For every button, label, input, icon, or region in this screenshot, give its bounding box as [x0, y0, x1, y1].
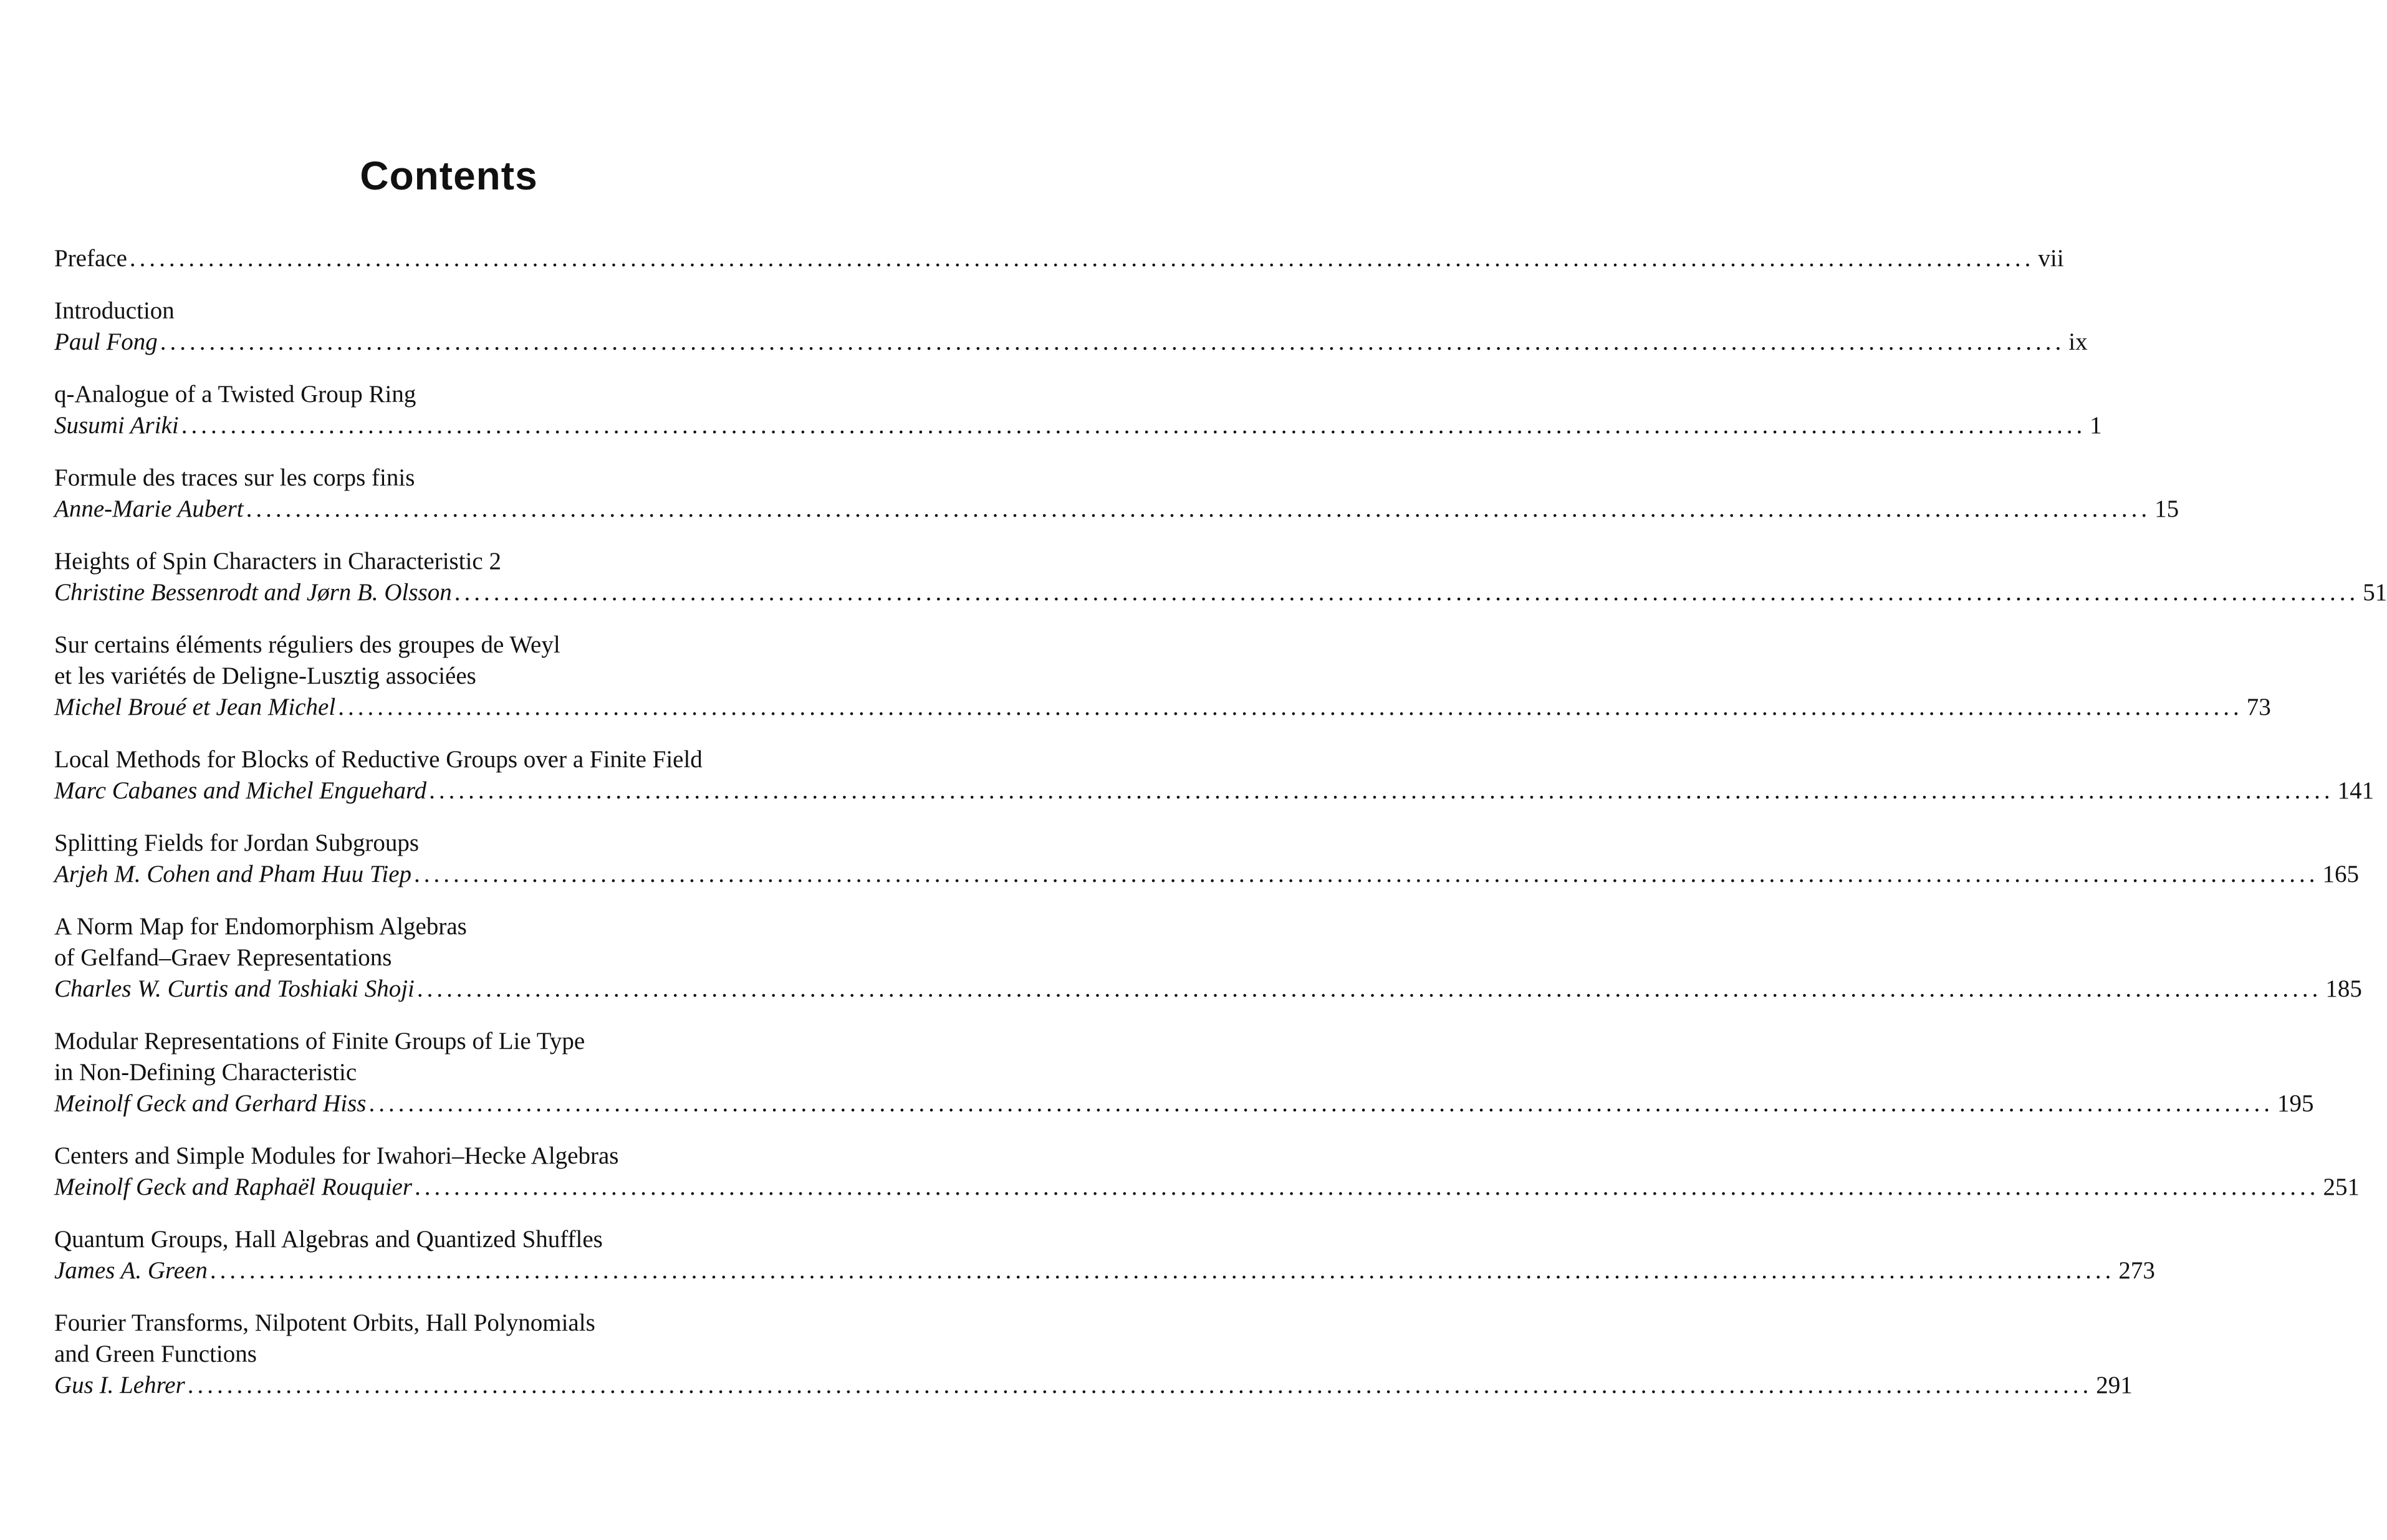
- dot-leader: ..................................................................................................................................................................................................: [368, 1090, 2274, 1117]
- toc-entry-title: A Norm Map for Endomorphism Algebras: [54, 913, 467, 940]
- toc-leader-line: [54, 494, 2179, 525]
- toc-entry-author: Susumi Ariki: [54, 412, 179, 439]
- toc-leader-line: [54, 973, 2362, 1005]
- toc-entry-title: Introduction: [54, 297, 175, 324]
- toc-leader-line: [54, 1088, 2314, 1119]
- toc-entry: [54, 629, 2271, 723]
- toc-entry: [54, 379, 2102, 441]
- page-title: Contents: [360, 153, 538, 198]
- toc-entry-title: q-Analogue of a Twisted Group Ring: [54, 381, 416, 408]
- toc-leader-line: [54, 577, 2387, 608]
- page-number: 51: [2363, 579, 2387, 606]
- toc-entry-title: Centers and Simple Modules for Iwahori–Hecke Algebras: [54, 1142, 619, 1169]
- toc-entry-author: Paul Fong: [54, 328, 158, 355]
- page-number: 273: [2118, 1257, 2155, 1284]
- toc-entry: [54, 911, 2362, 1005]
- toc-entry-title: Heights of Spin Characters in Characteristic 2: [54, 548, 501, 575]
- toc-entry: [54, 462, 2179, 525]
- toc-leader-line: [54, 692, 2271, 723]
- toc-entry-title: Formule des traces sur les corps finis: [54, 464, 415, 491]
- dot-leader: ..................................................................................................................................................................................................: [246, 495, 2151, 522]
- page-number: 141: [2337, 777, 2375, 804]
- toc-entry-author: Charles W. Curtis and Toshiaki Shoji: [54, 975, 415, 1002]
- page-number: 73: [2246, 694, 2271, 720]
- toc-leader-line: [54, 1172, 2360, 1203]
- toc-entry-title: Sur certains éléments réguliers des groupes de Weyl: [54, 631, 560, 658]
- toc-leader-line: [54, 410, 2102, 441]
- table-of-contents: [54, 243, 2387, 1422]
- page-number: 291: [2096, 1372, 2133, 1399]
- toc-entry-title: Modular Representations of Finite Groups of Lie Type: [54, 1028, 585, 1055]
- dot-leader: ..................................................................................................................................................................................................: [338, 694, 2243, 720]
- toc-entry: [54, 1026, 2314, 1119]
- dot-leader: ..................................................................................................................................................................................................: [160, 328, 2065, 355]
- toc-entry: [54, 1308, 2133, 1401]
- page-number: 1: [2090, 412, 2102, 439]
- page-number: vii: [2038, 245, 2064, 272]
- page-number: 15: [2154, 495, 2179, 522]
- toc-entry-title-continued: of Gelfand–Graev Representations: [54, 944, 392, 971]
- toc-entry-author: James A. Green: [54, 1257, 208, 1284]
- dot-leader: ..................................................................................................................................................................................................: [187, 1372, 2093, 1399]
- toc-entry-author: Gus I. Lehrer: [54, 1372, 185, 1399]
- toc-entry-author: Anne-Marie Aubert: [54, 495, 244, 522]
- toc-entry-author: Christine Bessenrodt and Jørn B. Olsson: [54, 579, 452, 606]
- dot-leader: ..................................................................................................................................................................................................: [429, 777, 2334, 804]
- dot-leader: ..................................................................................................................................................................................................: [454, 579, 2360, 606]
- toc-leader-line: [54, 775, 2375, 806]
- toc-entry-title: Preface: [54, 245, 127, 272]
- toc-entry-author: Meinolf Geck and Gerhard Hiss: [54, 1090, 367, 1117]
- toc-entry-author: Marc Cabanes and Michel Enguehard: [54, 777, 427, 804]
- toc-entry-author: Arjeh M. Cohen and Pham Huu Tiep: [54, 861, 412, 887]
- toc-entry-title-continued: in Non-Defining Characteristic: [54, 1059, 357, 1086]
- dot-leader: ..................................................................................................................................................................................................: [129, 245, 2035, 272]
- toc-leader-line: [54, 327, 2088, 358]
- toc-entry-title: Fourier Transforms, Nilpotent Orbits, Hall Polynomials: [54, 1309, 595, 1336]
- toc-entry-author: Michel Broué et Jean Michel: [54, 694, 336, 720]
- toc-entry: [54, 744, 2375, 806]
- page-number: ix: [2068, 328, 2088, 355]
- toc-entry: [54, 546, 2387, 608]
- toc-entry-title-continued: et les variétés de Deligne-Lusztig associées: [54, 662, 476, 689]
- toc-leader-line: [54, 1255, 2155, 1286]
- page-number: 251: [2323, 1174, 2360, 1200]
- toc-entry: [54, 295, 2088, 358]
- toc-entry-author: Meinolf Geck and Raphaël Rouquier: [54, 1174, 413, 1200]
- page-number: 165: [2322, 861, 2360, 887]
- toc-leader-line: [54, 859, 2360, 890]
- dot-leader: ..................................................................................................................................................................................................: [414, 861, 2319, 887]
- page-number: 195: [2277, 1090, 2314, 1117]
- toc-entry-title: Splitting Fields for Jordan Subgroups: [54, 830, 420, 856]
- toc-entry: [54, 1224, 2155, 1286]
- toc-entry: [54, 1141, 2360, 1203]
- toc-entry: [54, 828, 2360, 890]
- toc-entry-title-continued: and Green Functions: [54, 1341, 257, 1367]
- toc-entry-title: Local Methods for Blocks of Reductive Groups over a Finite Field: [54, 746, 703, 773]
- dot-leader: ..................................................................................................................................................................................................: [181, 412, 2087, 439]
- toc-leader-line: [54, 1370, 2133, 1401]
- dot-leader: ..................................................................................................................................................................................................: [415, 1174, 2320, 1200]
- page-number: 185: [2325, 975, 2362, 1002]
- dot-leader: ..................................................................................................................................................................................................: [209, 1257, 2115, 1284]
- dot-leader: ..................................................................................................................................................................................................: [416, 975, 2322, 1002]
- toc-entry-title: Quantum Groups, Hall Algebras and Quantized Shuffles: [54, 1226, 603, 1253]
- toc-leader-line: [54, 243, 2064, 274]
- toc-entry: [54, 243, 2064, 274]
